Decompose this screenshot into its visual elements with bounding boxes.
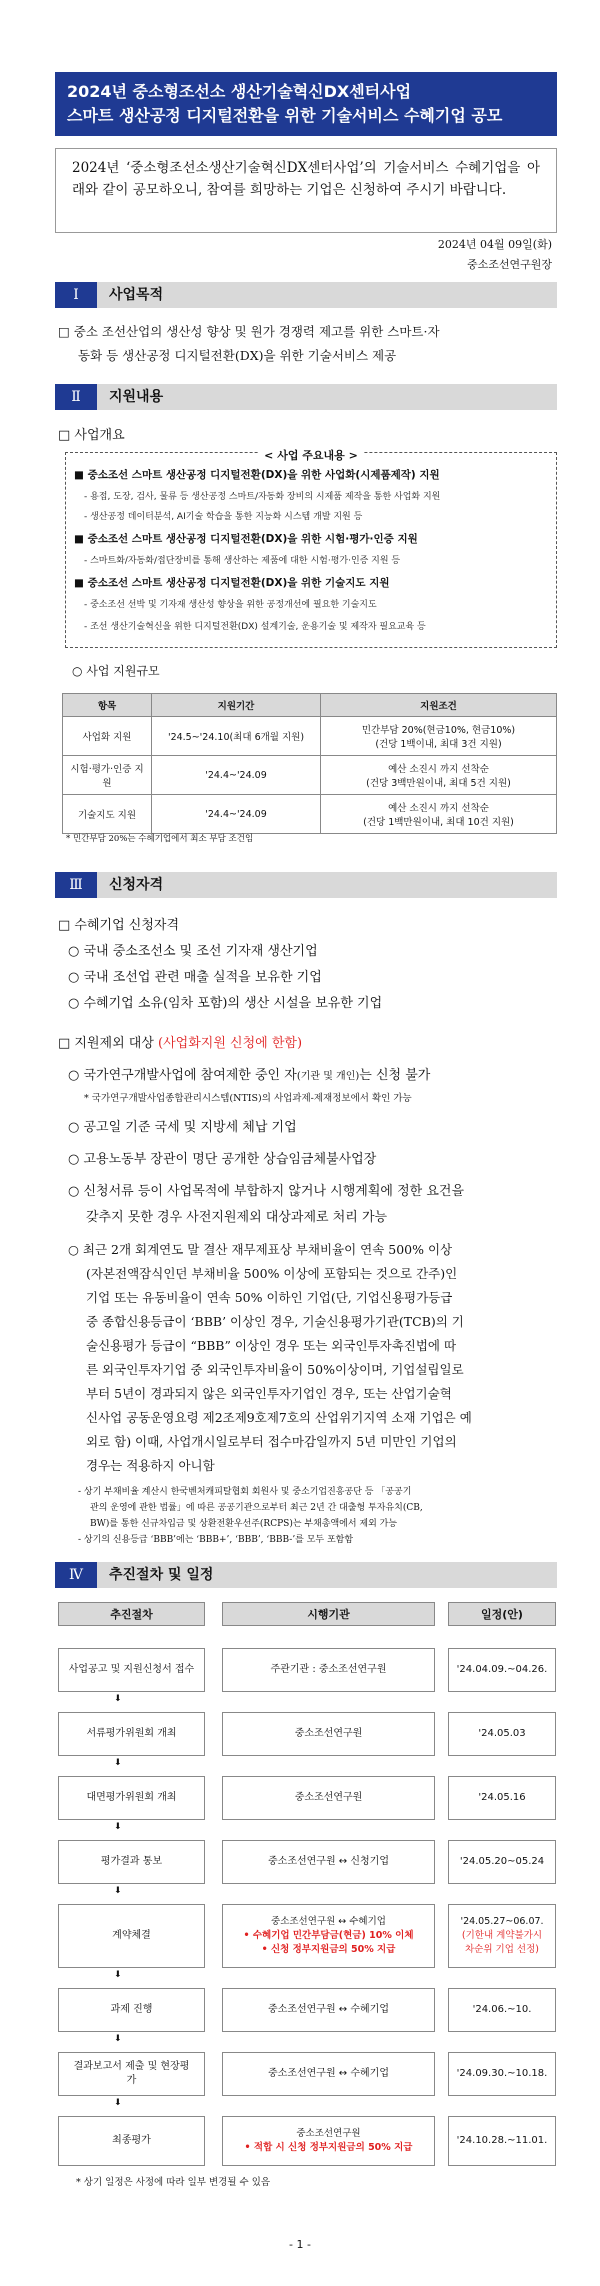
section-label: 지원내용 — [97, 384, 557, 410]
down-arrow-icon: ⬇ — [114, 1886, 122, 1896]
exclusion-text: ○ 국가연구개발사업에 참여제한 중인 자 — [68, 1068, 297, 1083]
paragraph-line: 부터 5년이 경과되지 않은 외국인투자기업인 경우, 또는 산업기술혁 — [86, 1386, 452, 1401]
cell-line: 민간부담 20%(현금10%, 현금10%) — [361, 725, 516, 736]
purpose-line-2: 동화 등 생산공정 디지털전환(DX)을 위한 기술서비스 제공 — [78, 348, 397, 363]
step-org-line: • 신청 정부지원금의 50% 지급 — [261, 1944, 396, 1955]
step-date: '24.04.09.~04.26. — [448, 1648, 556, 1692]
project-box-title: < 사업 주요내용 > — [258, 449, 364, 462]
project-row: - 중소조선 선박 및 기자재 생산성 향상을 위한 공정개선에 필요한 기술지도 — [84, 600, 377, 610]
step-date: '24.10.28.~11.01. — [448, 2116, 556, 2166]
table-header: 항목 — [63, 694, 152, 717]
cell-line: 예산 소진시 까지 선착순 — [388, 803, 489, 814]
step-name: 평가결과 통보 — [58, 1840, 205, 1884]
step-org-line: • 수혜기업 민간부담금(현금) 10% 이체 — [243, 1930, 414, 1941]
debt-note-line: - 상기의 신용등급 ‘BBB’에는 ‘BBB+’, ‘BBB’, ‘BBB-’를 모두 포함함 — [78, 1535, 354, 1545]
support-overview-heading: □ 사업개요 — [58, 428, 125, 443]
cell-line: 예산 소진시 까지 선착순 — [388, 764, 489, 775]
table-cell: '24.5~'24.10(최대 6개월 지원) — [152, 717, 321, 756]
paragraph-line: ○ 최근 2개 회계연도 말 결산 재무제표상 부채비율이 연속 500% 이상 — [68, 1242, 453, 1257]
step-org-line: 중소조선연구원 — [296, 2128, 361, 2139]
step-org-line: • 적합 시 신청 정부지원금의 50% 지급 — [244, 2142, 413, 2153]
step-org — [222, 2116, 435, 2166]
step-date: '24.05.16 — [448, 1776, 556, 1820]
paragraph-line: 신사업 공동운영요령 제2조제9호제7호의 산업위기지역 소재 기업은 예 — [86, 1410, 472, 1425]
project-row: - 생산공정 데이터분석, AI기술 학습을 통한 지능화 시스템 개발 지원 등 — [84, 512, 363, 522]
down-arrow-icon: ⬇ — [114, 2034, 122, 2044]
paragraph-line: (자본전액잠식인던 부채비율 500% 이상에 포함되는 것으로 간주)인 — [86, 1266, 458, 1281]
paragraph-line: 기업 또는 유동비율이 연속 50% 이하인 기업(단, 기업신용평가등급 — [86, 1290, 453, 1305]
step-date: '24.05.03 — [448, 1712, 556, 1756]
step-date-line: 차순위 기업 선정) — [465, 1944, 539, 1955]
section-header-purpose — [55, 282, 557, 308]
exclusion-text: 는 신청 불가 — [359, 1068, 431, 1083]
announcement-date: 2024년 04월 09일(화) — [437, 238, 552, 251]
table-header: 지원기간 — [152, 694, 321, 717]
down-arrow-icon: ⬇ — [114, 1970, 122, 1980]
table-header-row — [63, 694, 557, 717]
procedure-header-step: 추진절차 — [58, 1602, 205, 1626]
step-org: 중소조선연구원 ↔ 수혜기업 — [222, 1988, 435, 2032]
support-scale-table — [62, 693, 557, 834]
paragraph-line: 중 종합신용등급이 ‘BBB’ 이상인 경우, 기술신용평가기관(TCB)의 기 — [86, 1314, 464, 1329]
down-arrow-icon: ⬇ — [114, 1758, 122, 1768]
exclusion-item-cont: 갖추지 못한 경우 사전지원제외 대상과제로 처리 가능 — [86, 1210, 388, 1225]
cell-line: (건당 1백이내, 최대 3건 지원) — [375, 739, 502, 750]
support-scale-heading: ○ 사업 지원규모 — [72, 664, 160, 678]
exclusion-heading — [58, 1032, 302, 1051]
section-header-support — [55, 384, 557, 410]
step-org — [222, 1904, 435, 1968]
down-arrow-icon: ⬇ — [114, 2098, 122, 2108]
debt-note-line: BW)를 통한 신규차입금 및 상환전환우선주(RCPS)는 부채총액에서 제외 가능 — [90, 1519, 398, 1529]
exclusion-item: ○ 신청서류 등이 사업목적에 부합하지 않거나 시행계획에 정한 요건을 — [68, 1184, 465, 1199]
project-main-content-box — [65, 449, 557, 648]
qualification-item: ○ 국내 조선업 관련 매출 실적을 보유한 기업 — [68, 970, 322, 985]
procedure-header-date: 일정(안) — [448, 1602, 556, 1626]
step-date — [448, 1904, 556, 1968]
step-org: 주관기관 : 중소조선연구원 — [222, 1648, 435, 1692]
section-label: 사업목적 — [97, 282, 557, 308]
section-number: Ⅱ — [55, 384, 97, 410]
step-name: 과제 진행 — [58, 1988, 205, 2032]
project-row: ■ 중소조선 스마트 생산공정 디지털전환(DX)을 위한 사업화(시제품제작) 지원 — [74, 469, 440, 481]
table-cell: '24.4~'24.09 — [152, 795, 321, 834]
step-name: 사업공고 및 지원신청서 접수 — [58, 1648, 205, 1692]
step-date: '24.09.30.~10.18. — [448, 2052, 556, 2096]
exclusion-item: ○ 고용노동부 장관이 명단 공개한 상습임금체불사업장 — [68, 1152, 377, 1167]
table-cell: 기술지도 지원 — [63, 795, 152, 834]
project-row: - 용접, 도장, 검사, 물류 등 생산공정 스마트/자동화 장비의 시제품 제작을 통한 사업화 지원 — [84, 492, 441, 502]
intro-box — [55, 148, 557, 233]
exclusion-heading-note: (사업화지원 신청에 한함) — [158, 1036, 303, 1051]
cell-line: (건당 3백만원이내, 최대 5건 지원) — [366, 778, 511, 789]
table-cell: 시험·평가·인증 지원 — [63, 756, 152, 795]
table-cell — [321, 717, 557, 756]
section-header-qualification — [55, 872, 557, 898]
section-number: Ⅰ — [55, 282, 97, 308]
step-org: 중소조선연구원 — [222, 1712, 435, 1756]
project-row: ■ 중소조선 스마트 생산공정 디지털전환(DX)을 위한 시험·평가·인증 지원 — [74, 533, 418, 545]
intro-text: 2024년 ‘중소형조선소생산기술혁신DX센터사업’의 기술서비스 수혜기업을 아래와 같이 공모하오니, 참여를 희망하는 기업은 신청하여 주시기 바랍니다. — [72, 160, 540, 198]
schedule-note: * 상기 일정은 사정에 따라 일부 변경될 수 있음 — [76, 2177, 271, 2188]
purpose-line-1: □ 중소 조선산업의 생산성 향상 및 원가 경쟁력 제고를 위한 스마트·자 — [58, 324, 440, 339]
qualification-heading: □ 수혜기업 신청자격 — [58, 918, 180, 933]
table-row — [63, 717, 557, 756]
qualification-item: ○ 국내 중소조선소 및 조선 기자재 생산기업 — [68, 944, 318, 959]
table-cell — [321, 756, 557, 795]
project-row: ■ 중소조선 스마트 생산공정 디지털전환(DX)을 위한 기술지도 지원 — [74, 577, 390, 589]
title-line-2: 스마트 생산공정 디지털전환을 위한 기술서비스 수혜기업 공모 — [67, 106, 503, 125]
paragraph-line: 경우는 적용하지 아니함 — [86, 1458, 215, 1473]
step-name: 최종평가 — [58, 2116, 205, 2166]
section-label: 신청자격 — [97, 872, 557, 898]
step-date-line: '24.05.27~06.07. — [460, 1916, 544, 1927]
step-org: 중소조선연구원 ↔ 신청기업 — [222, 1840, 435, 1884]
table-cell: '24.4~'24.09 — [152, 756, 321, 795]
table-header: 지원조건 — [321, 694, 557, 717]
title-line-1: 2024년 중소형조선소 생산기술혁신DX센터사업 — [67, 82, 412, 101]
table-row — [63, 756, 557, 795]
step-org: 중소조선연구원 — [222, 1776, 435, 1820]
debt-note-line: 관의 운영에 관한 법률」에 따른 공공기관으로부터 최근 2년 간 대출형 투자유치(CB, — [90, 1503, 423, 1513]
step-org-line: 중소조선연구원 ↔ 수혜기업 — [271, 1916, 386, 1927]
debt-note-line: - 상기 부채비율 계산시 한국벤처캐피탈협회 회원사 및 중소기업진흥공단 등 「공공기 — [78, 1487, 412, 1497]
paragraph-line: 른 외국인투자기업 중 외국인투자비율이 50%이상이며, 기업설립일로 — [86, 1362, 464, 1377]
document-title — [55, 72, 557, 136]
qualification-item: ○ 수혜기업 소유(임차 포함)의 생산 시설을 보유한 기업 — [68, 996, 383, 1011]
down-arrow-icon: ⬇ — [114, 1694, 122, 1704]
step-name: 대면평가위원회 개최 — [58, 1776, 205, 1820]
table-cell: 사업화 지원 — [63, 717, 152, 756]
section-number: Ⅲ — [55, 872, 97, 898]
step-name: 서류평가위원회 개최 — [58, 1712, 205, 1756]
step-org: 중소조선연구원 ↔ 수혜기업 — [222, 2052, 435, 2096]
table-row — [63, 795, 557, 834]
paragraph-line: 외로 함) 이때, 사업개시일로부터 접수마감일까지 5년 미만인 기업의 — [86, 1434, 457, 1449]
announcement-org: 중소조선연구원장 — [466, 258, 552, 271]
project-row: - 조선 생산기술혁신을 위한 디지털전환(DX) 설계기술, 운용기술 및 제작자 필요교육 등 — [84, 622, 426, 632]
procedure-header-org: 시행기관 — [222, 1602, 435, 1626]
cell-line: (건당 1백만원이내, 최대 10건 지원) — [363, 817, 514, 828]
section-number: Ⅳ — [55, 1562, 97, 1588]
page-number: - 1 - — [289, 2238, 311, 2251]
exclusion-item: ○ 공고일 기준 국세 및 지방세 체납 기업 — [68, 1120, 297, 1135]
table-cell — [321, 795, 557, 834]
exclusion-heading-text: □ 지원제외 대상 — [58, 1036, 159, 1051]
step-date-line: (기한내 계약불가시 — [461, 1930, 543, 1941]
exclusion-item — [68, 1064, 430, 1083]
step-date: '24.05.20~05.24 — [448, 1840, 556, 1884]
section-label: 추진절차 및 일정 — [97, 1562, 557, 1588]
exclusion-note: * 국가연구개발사업종합관리시스템(NTIS)의 사업과제-제재정보에서 확인 가능 — [84, 1093, 412, 1104]
step-date: '24.06.~10. — [448, 1988, 556, 2032]
down-arrow-icon: ⬇ — [114, 1822, 122, 1832]
paragraph-line: 술신용평가 등급이 “BBB” 이상인 경우 또는 외국인투자촉진법에 따 — [86, 1338, 457, 1353]
step-name: 결과보고서 제출 및 현장평가 — [58, 2052, 205, 2096]
exclusion-text-small: (기관 및 개인) — [296, 1071, 360, 1082]
table-footnote: * 민간부담 20%는 수혜기업에서 최소 부담 조건임 — [66, 834, 254, 844]
step-name: 계약체결 — [58, 1904, 205, 1968]
project-row: - 스마트화/자동화/접단장비를 통해 생산하는 제품에 대한 시험·평가·인증 지원 등 — [84, 556, 401, 566]
section-header-procedure — [55, 1562, 557, 1588]
